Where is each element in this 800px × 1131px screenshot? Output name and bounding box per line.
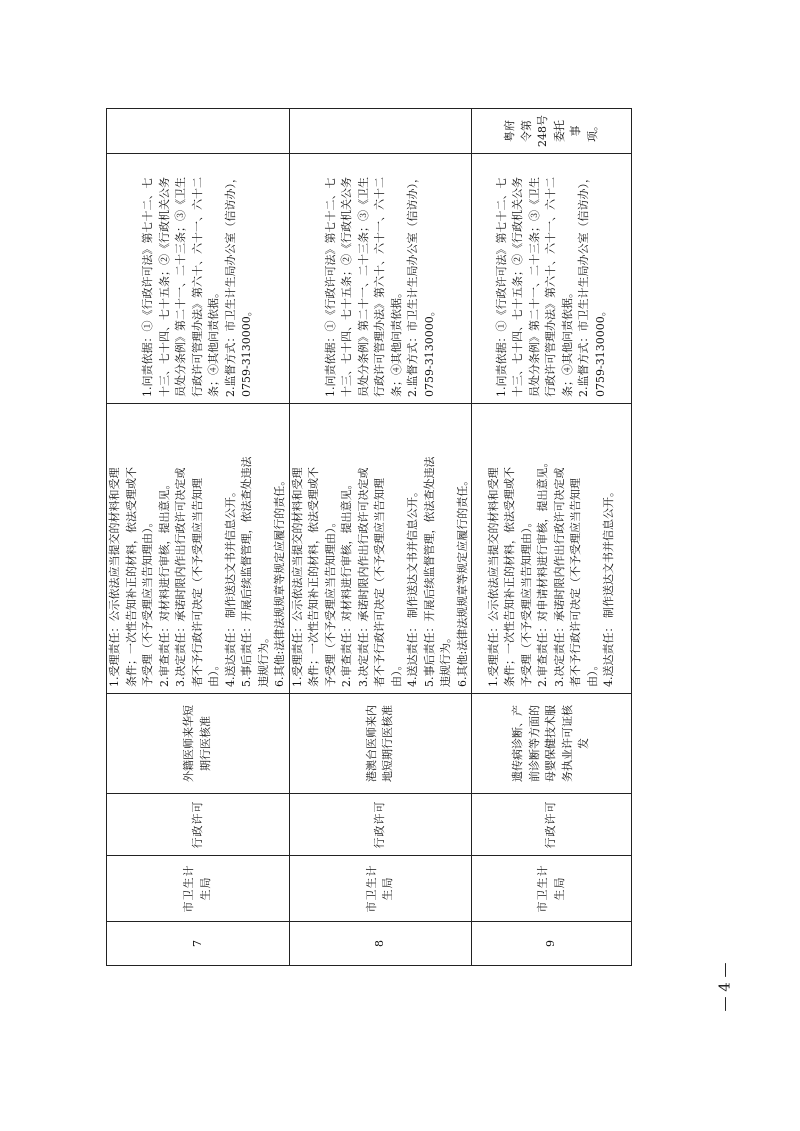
landscape-table-wrapper xyxy=(106,109,615,966)
accountability-line: 1.问责依据：①《行政许可法》第七十二、七 xyxy=(494,177,508,397)
accountability-line: 2.监督方式：市卫生计生局办公室（信访办）， xyxy=(577,172,591,397)
responsibility-line: 1.受理责任：公示依法应当提交的材料和受理 xyxy=(486,467,500,687)
accountability-line: 0759-3130000。 xyxy=(422,305,436,397)
remark-cell: 粤府令第248号委托事项。 xyxy=(472,109,632,154)
responsibility-line: 由）。 xyxy=(389,659,403,687)
accountability-line: 条；④其他问责依据。 xyxy=(389,287,403,397)
responsibility-line: 予受理（不予受理应当告知理由）。 xyxy=(141,516,154,687)
responsibility-line: 2.审查责任：对申请材料进行审核，提出意见。 xyxy=(536,456,549,687)
responsibility-line: 5.事后责任：开展后续监督管理，依法查处违法 xyxy=(240,456,253,687)
accountability-line: 1.问责依据：①《行政许可法》第七十二、七 xyxy=(323,177,337,397)
responsibility-line: 予受理（不予受理应当告知理由）。 xyxy=(519,516,533,687)
accountability-cell xyxy=(289,154,472,404)
table-row xyxy=(107,109,290,966)
accountability-line: 条；④其他问责依据。 xyxy=(207,287,220,397)
responsibility-line: 由）。 xyxy=(585,659,599,687)
item-name-cell: 外籍医师来华短期行医核准 xyxy=(107,694,290,794)
accountability-line: 0759-3130000。 xyxy=(593,305,607,397)
accountability-line: 行政许可管理办法》第六十、六十一、六十二 xyxy=(373,177,386,397)
responsibility-line: 4.送达责任： 制作送达文书并信息公开。 xyxy=(223,486,237,687)
responsibility-line: 予受理（不予受理应当告知理由）。 xyxy=(323,516,337,687)
responsibility-line: 3.决定责任：承诺时限内作出行政许可决定或 xyxy=(552,467,566,687)
responsibility-line: 2.审查责任：对材料进行审核，提出意见。 xyxy=(340,478,353,687)
table-body xyxy=(107,109,632,966)
responsibility-line: 3.决定责任：承诺时限内作出行政许可决定或 xyxy=(174,467,187,687)
responsibility-line: 者不予行政许可决定（不予受理应当告知理 xyxy=(373,478,386,687)
table-row xyxy=(472,109,632,966)
responsibility-line: 1.受理责任：公示依法应当提交的材料和受理 xyxy=(290,467,304,687)
accountability-line: 2.监督方式：市卫生计生局办公室（信访办）， xyxy=(406,172,419,397)
power-type-cell: 行政许可 xyxy=(472,794,632,856)
accountability-line: 行政许可管理办法》第六十、六十一、六十二 xyxy=(544,177,558,397)
accountability-line: 2.监督方式：市卫生计生局办公室（信访办）， xyxy=(223,172,237,397)
responsibility-line: 4.送达责任： 制作送达文书并信息公开。 xyxy=(406,486,419,687)
department-cell: 市卫生计生局 xyxy=(289,856,472,922)
accountability-line: 员处分条例》第二十一、二十三条；③《卫生 xyxy=(527,177,541,397)
responsibility-line: 6.其他:法律法规规章等规定应履行的责任。 xyxy=(455,474,469,687)
responsibility-line: 条件；一次性告知补正的材料，依法受理或不 xyxy=(307,467,320,687)
responsibility-line: 者不予行政许可决定（不予受理应当告知理 xyxy=(569,478,582,687)
remark-cell xyxy=(107,109,290,154)
accountability-cell xyxy=(472,154,632,404)
rotated-page-content xyxy=(106,109,615,966)
responsibility-line: 条件；一次性告知补正的材料，依法受理或不 xyxy=(124,467,138,687)
accountability-line: 员处分条例》第二十一、二十三条；③《卫生 xyxy=(174,177,187,397)
accountability-line: 0759-3130000。 xyxy=(240,305,253,397)
responsibility-line: 1.受理责任：公示依法应当提交的材料和受理 xyxy=(108,467,121,687)
row-number: 8 xyxy=(289,922,472,966)
item-name-cell: 港澳台医师来内地短期行医核准 xyxy=(289,694,472,794)
department-cell: 市卫生计生局 xyxy=(107,856,290,922)
row-number: 7 xyxy=(107,922,290,966)
page-number-label: — 4 — xyxy=(715,962,734,1012)
responsibility-line: 条件；一次性告知补正的材料，依法受理或不 xyxy=(503,467,516,687)
power-type-cell: 行政许可 xyxy=(107,794,290,856)
row-number: 9 xyxy=(472,922,632,966)
accountability-line: 十三、七十四、七十五条；②《行政机关公务 xyxy=(511,177,525,397)
accountability-line: 条；④其他问责依据。 xyxy=(560,287,574,397)
accountability-line: 行政许可管理办法》第六十、六十一、六十二 xyxy=(190,177,204,397)
responsibility-line: 由）。 xyxy=(207,659,220,687)
responsibility-cell xyxy=(472,404,632,694)
responsibility-line: 5.事后责任：开展后续监督管理，依法查处违法 xyxy=(422,456,436,687)
item-name-cell: 遗传病诊断、产前诊断等方面的母婴保健技术服务执业许可证核发 xyxy=(472,694,632,794)
responsibility-line: 者不予行政许可决定（不予受理应当告知理 xyxy=(190,478,204,687)
responsibility-line: 2.审查责任：对材料进行审核，提出意见。 xyxy=(157,478,171,687)
responsibility-line: 违规行为。 xyxy=(439,632,452,687)
responsibility-cell xyxy=(107,404,290,694)
accountability-line: 十三、七十四、七十五条；②《行政机关公务 xyxy=(340,177,353,397)
responsibility-line: 3.决定责任：承诺时限内作出行政许可决定或 xyxy=(356,467,370,687)
accountability-line: 1.问责依据：①《行政许可法》第七十二、七 xyxy=(141,177,154,397)
department-cell: 市卫生计生局 xyxy=(472,856,632,922)
responsibility-cell xyxy=(289,404,472,694)
responsibility-line: 4.送达责任： 制作送达文书并信息公开。 xyxy=(602,486,615,687)
table-row xyxy=(289,109,472,966)
responsibility-line: 违规行为。 xyxy=(256,632,270,687)
responsibility-table xyxy=(106,108,632,966)
power-type-cell: 行政许可 xyxy=(289,794,472,856)
remark-cell xyxy=(289,109,472,154)
accountability-line: 十三、七十四、七十五条；②《行政机关公务 xyxy=(157,177,171,397)
accountability-cell xyxy=(107,154,290,404)
page-number xyxy=(700,938,734,1038)
accountability-line: 员处分条例》第二十一、二十三条；③《卫生 xyxy=(356,177,370,397)
responsibility-line: 6.其他:法律法规规章等规定应履行的责任。 xyxy=(273,474,286,687)
